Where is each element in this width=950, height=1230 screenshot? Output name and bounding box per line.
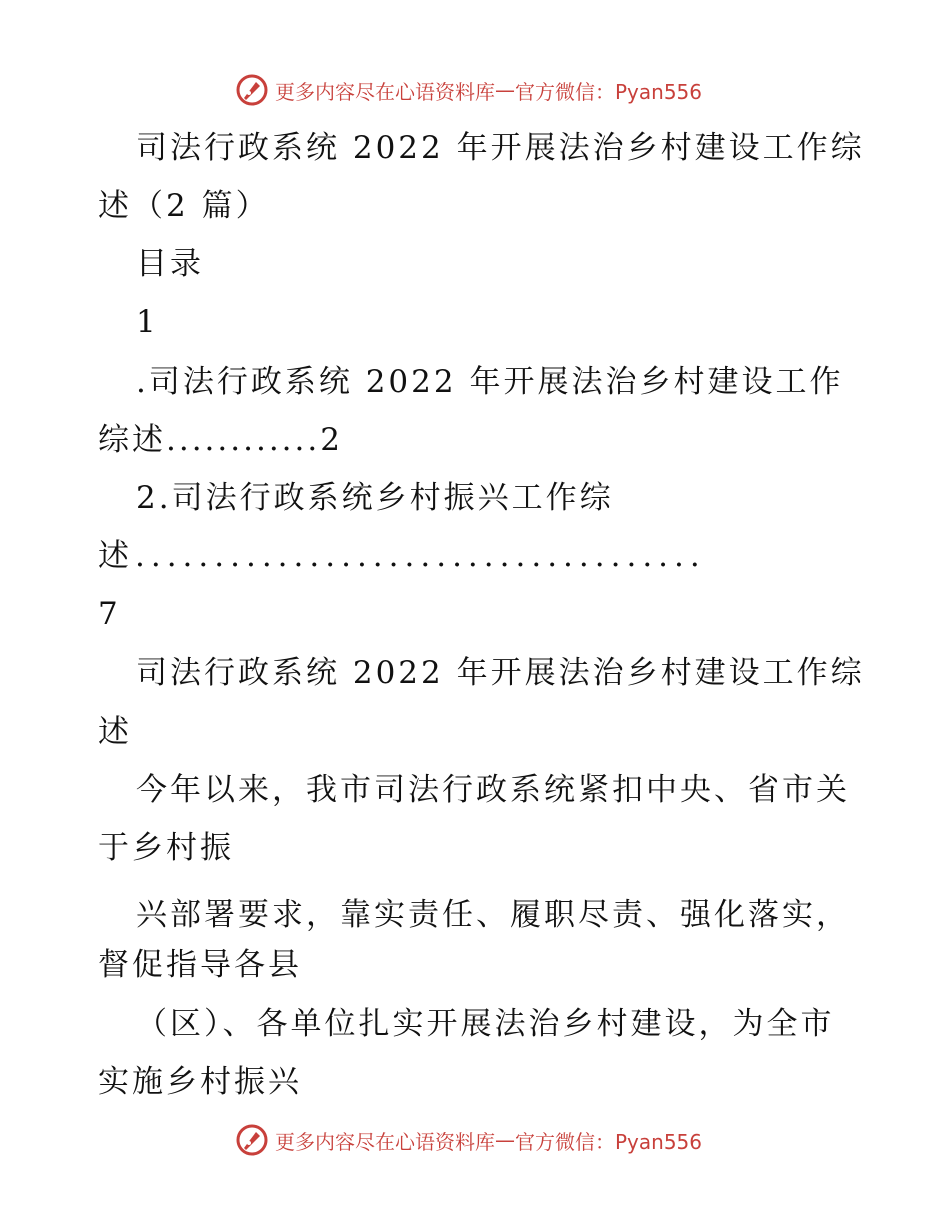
toc-heading: 目录 xyxy=(136,246,204,282)
toc-item-1-number: 1 xyxy=(136,304,159,340)
section-title-line-2: 述 xyxy=(98,714,132,750)
pen-nib-logo-icon xyxy=(235,1123,269,1157)
toc-item-1-line-1: .司法行政系统 2022 年开展法治乡村建设工作 xyxy=(136,364,844,400)
body-line: 督促指导各县 xyxy=(98,947,302,983)
body-line: （区）、各单位扎实开展法治乡村建设，为全市 xyxy=(136,1006,835,1042)
toc-item-2-line-2: 述.................................... xyxy=(98,538,706,574)
toc-item-2-line-1: 2.司法行政系统乡村振兴工作综 xyxy=(136,480,614,516)
watermark-separator: — xyxy=(495,1128,515,1152)
watermark-banner-bottom xyxy=(235,1122,702,1158)
doc-title-line-1: 司法行政系统 2022 年开展法治乡村建设工作综 xyxy=(136,130,865,166)
toc-item-1-line-2: 综述............2 xyxy=(98,422,343,458)
section-title-line-1: 司法行政系统 2022 年开展法治乡村建设工作综 xyxy=(136,655,865,691)
watermark-label: 更多内容尽在心语资料库 xyxy=(275,1129,495,1154)
watermark-contact: 官方微信：Pyan556 xyxy=(515,1129,703,1154)
body-line: 实施乡村振兴 xyxy=(98,1064,302,1100)
body-line: 兴部署要求，靠实责任、履职尽责、强化落实， xyxy=(136,897,850,933)
body-line: 今年以来，我市司法行政系统紧扣中央、省市关 xyxy=(136,772,850,808)
pen-nib-logo-icon xyxy=(235,73,269,107)
toc-item-2-page: 7 xyxy=(98,596,121,632)
watermark-label: 更多内容尽在心语资料库 xyxy=(275,79,495,104)
watermark-separator: — xyxy=(495,78,515,102)
doc-title-line-2: 述（2 篇） xyxy=(98,188,270,224)
watermark-contact: 官方微信：Pyan556 xyxy=(515,79,703,104)
watermark-banner-top xyxy=(235,72,702,108)
body-line: 于乡村振 xyxy=(98,830,234,866)
